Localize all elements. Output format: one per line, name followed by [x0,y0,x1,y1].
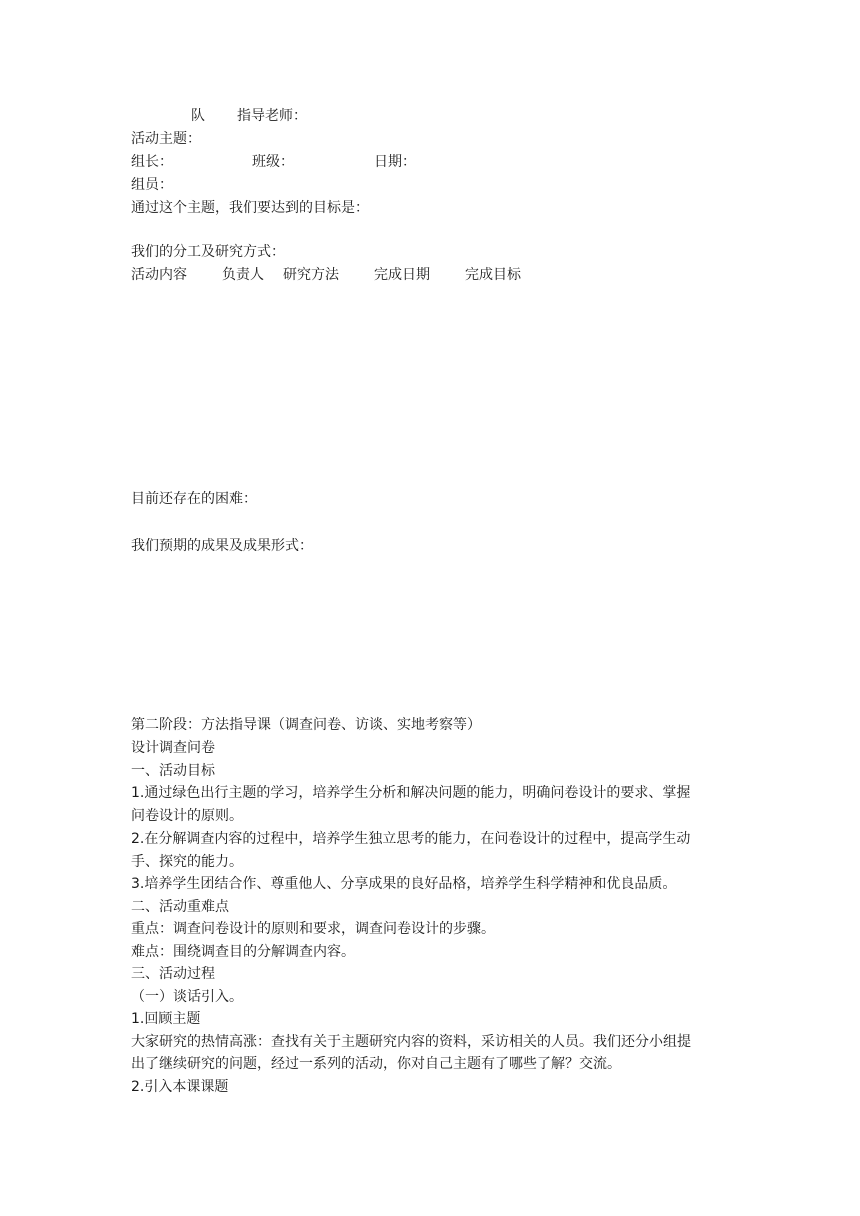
goal-3: 3.培养学生团结合作、尊重他人、分享成果的良好品格，培养学生科学精神和优良品质。 [131,876,677,892]
division-prompt: 我们的分工及研究方式： [131,244,285,260]
goal-1-line-1: 1.通过绿色出行主题的学习，培养学生分析和解决问题的能力，明确问卷设计的要求、掌握 [131,785,691,801]
table-header-content: 活动内容 [131,267,187,283]
key-point: 重点：调查问卷设计的原则和要求，调查问卷设计的步骤。 [131,921,495,937]
stage2-title: 第二阶段：方法指导课（调查问卷、访谈、实地考察等） [131,717,481,733]
team-label: 队 [191,108,205,124]
class-label: 班级： [252,154,294,170]
item-1-line-1: 大家研究的热情高涨：查找有关于主题研究内容的资料，采访相关的人员。我们还分小组提 [131,1034,691,1050]
table-header-date: 完成日期 [374,267,430,283]
goal-2-line-1: 2.在分解调查内容的过程中，培养学生独立思考的能力，在问卷设计的过程中，提高学生动 [131,831,691,847]
difficult-point: 难点：围绕调查目的分解调查内容。 [131,944,355,960]
item-1-heading: 1.回顾主题 [131,1011,201,1027]
members-label: 组员： [131,177,173,193]
part-1-heading: （一）谈话引入。 [131,989,243,1005]
table-header-goal: 完成目标 [465,267,521,283]
theme-label: 活动主题： [131,131,201,147]
date-label: 日期： [374,154,416,170]
stage2-subtitle: 设计调查问卷 [131,740,215,756]
advisor-label: 指导老师： [237,108,307,124]
outcomes-prompt: 我们预期的成果及成果形式： [131,538,313,554]
table-header-method: 研究方法 [283,267,339,283]
leader-label: 组长： [131,154,173,170]
item-2-heading: 2.引入本课课题 [131,1079,229,1095]
goal-prompt: 通过这个主题，我们要达到的目标是： [131,200,369,216]
difficulties-prompt: 目前还存在的困难： [131,491,257,507]
item-1-line-2: 出了继续研究的问题，经过一系列的活动，你对自己主题有了哪些了解？交流。 [131,1056,621,1072]
table-header-owner: 负责人 [222,267,264,283]
section-heading-process: 三、活动过程 [131,966,215,982]
goal-1-line-2: 问卷设计的原则。 [131,808,243,824]
section-heading-goals: 一、活动目标 [131,763,215,779]
section-heading-key-points: 二、活动重难点 [131,899,229,915]
goal-2-line-2: 手、探究的能力。 [131,854,243,870]
